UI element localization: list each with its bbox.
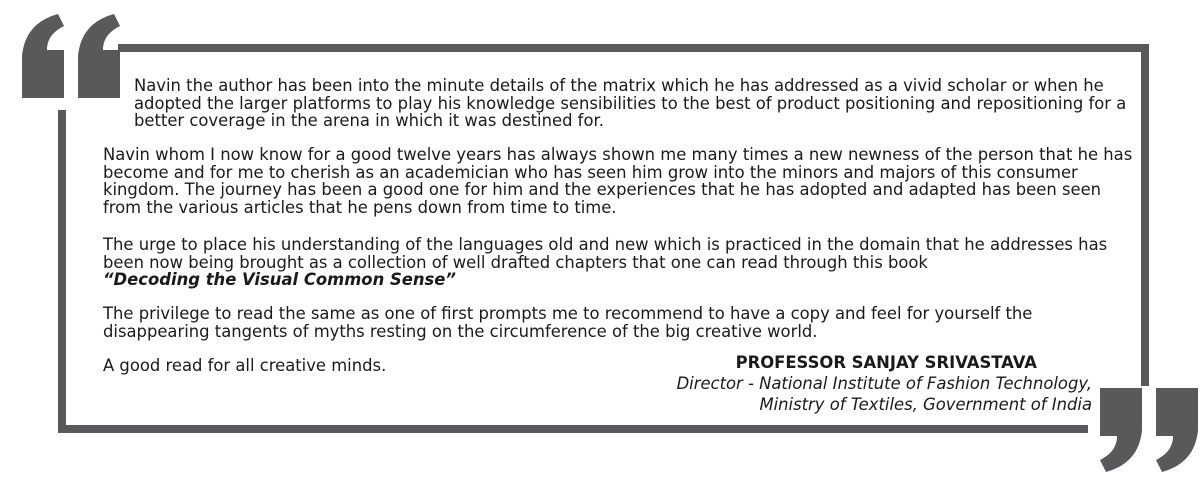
signature-name: PROFESSOR SANJAY SRIVASTAVA xyxy=(735,353,1037,372)
testimonial-paragraph-4: The privilege to read the same as one of first prompts me to recommend to have a copy and feel for yourself the disappearing tangents of myths resting on the circumference of the big creative world. xyxy=(103,304,1033,341)
open-quote-icon xyxy=(20,8,128,108)
close-quote-icon xyxy=(1092,378,1200,478)
signature-role-line-2: Ministry of Textiles, Government of India xyxy=(759,395,1092,414)
paragraph-3-text: The urge to place his understanding of the languages old and new which is practiced in the domain that he addresses has been now being brought as a collection of well drafted chapters that one can read through this book xyxy=(103,235,1108,272)
testimonial-paragraph-5: A good read for all creative minds. xyxy=(103,356,387,375)
testimonial-paragraph-2: Navin whom I now know for a good twelve years has always shown me many times a new newness of the person that he has become and for me to cherish as an academician who has seen him grow into the minors and majors of this consumer kingdom. The journey has been a good one for him and the experiences that he has adopted and adapted has been seen from the various articles that he pens down from time to time. xyxy=(103,145,1133,217)
frame-left-border xyxy=(58,110,66,433)
testimonial-paragraph-1: Navin the author has been into the minute details of the matrix which he has addressed as a vivid scholar or when he adopted the larger platforms to play his knowledge sensibilities to the best of product positioning and repositioning for a better coverage in the arena in which it was destined for. xyxy=(134,76,1127,130)
frame-bottom-border xyxy=(58,425,1088,433)
signature-block xyxy=(677,352,1092,415)
signature-role-line-1: Director - National Institute of Fashion Technology, xyxy=(676,374,1092,393)
testimonial-paragraph-3 xyxy=(103,236,1133,289)
book-title: “Decoding the Visual Common Sense” xyxy=(103,270,456,289)
frame-top-border xyxy=(118,44,1149,52)
frame-right-border xyxy=(1141,44,1149,386)
